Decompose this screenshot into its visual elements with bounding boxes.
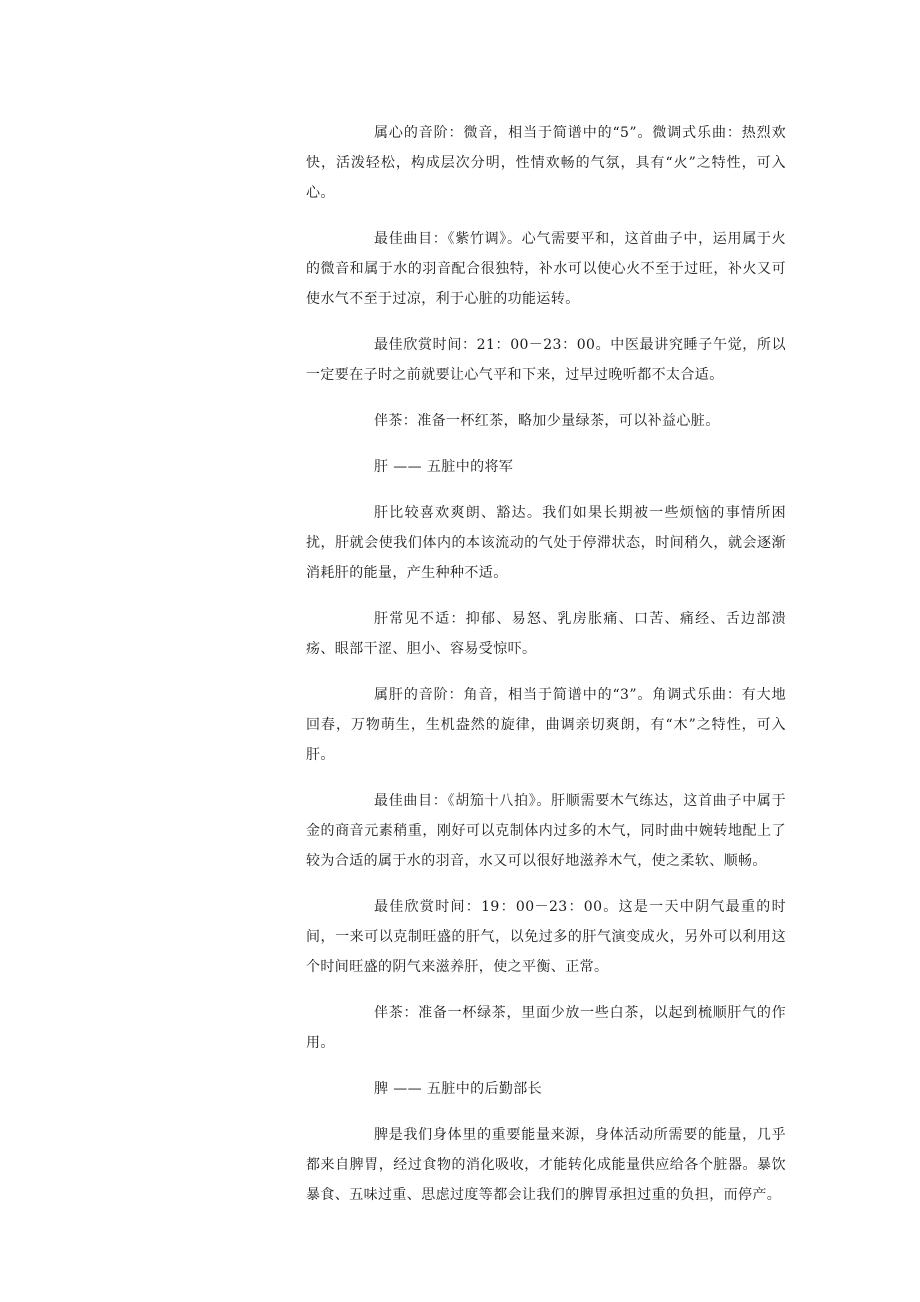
paragraph-spleen-intro: 脾是我们身体里的重要能量来源，身体活动所需要的能量，几乎都来自脾胃，经过食物的消化吸收，才能转化成能量供应给各个脏器。暴饮暴食、五味过重、思虑过度等都会让我们的脾胃承担过重的负担，而停产。 xyxy=(306,1127,786,1203)
section-heading-spleen: 脾 —— 五脏中的后勤部长 xyxy=(374,1081,543,1097)
paragraph-liver-best-time: 最佳欣赏时间：19：00－23：00。这是一天中阴气最重的时间，一来可以克制旺盛的肝气，以免过多的肝气演变成火，另外可以利用这个时间旺盛的阴气来滋养肝，使之平衡、正常。 xyxy=(306,899,786,975)
paragraph-liver-scale: 属肝的音阶：角音，相当于简谱中的“3”。角调式乐曲：有大地回春，万物萌生，生机盎然的旋律，曲调亲切爽朗，有“木”之特性，可入肝。 xyxy=(306,687,786,763)
paragraph-heart-tea: 伴茶：准备一杯红茶，略加少量绿茶，可以补益心脏。 xyxy=(374,413,720,429)
paragraph-liver-discomfort: 肝常见不适：抑郁、易怒、乳房胀痛、口苦、痛经、舌边部溃疡、眼部干涩、胆小、容易受惊吓。 xyxy=(306,611,786,657)
paragraph-liver-tea: 伴茶：准备一杯绿茶，里面少放一些白茶，以起到梳顺肝气的作用。 xyxy=(306,1005,786,1051)
paragraph-heart-best-piece: 最佳曲目：《紫竹调》。心气需要平和，这首曲子中，运用属于火的微音和属于水的羽音配合很独特，补水可以使心火不至于过旺，补火又可使水气不至于过凉，利于心脏的功能运转。 xyxy=(306,231,786,307)
section-heading-liver: 肝 —— 五脏中的将军 xyxy=(374,459,514,475)
paragraph-liver-best-piece: 最佳曲目：《胡笳十八拍》。肝顺需要木气练达，这首曲子中属于金的商音元素稍重，刚好可以克制体内过多的木气，同时曲中婉转地配上了较为合适的属于水的羽音，水又可以很好地滋养木气，使之柔软、顺畅。 xyxy=(306,793,786,869)
paragraph-heart-best-time: 最佳欣赏时间：21：00－23：00。中医最讲究睡子午觉，所以一定要在子时之前就要让心气平和下来，过早过晚听都不太合适。 xyxy=(306,337,786,383)
paragraph-heart-scale: 属心的音阶：微音，相当于简谱中的“5”。微调式乐曲：热烈欢快，活泼轻松，构成层次分明，性情欢畅的气氛，具有“火”之特性，可入心。 xyxy=(306,125,786,201)
document-body xyxy=(306,118,786,1210)
paragraph-liver-intro: 肝比较喜欢爽朗、豁达。我们如果长期被一些烦恼的事情所困扰，肝就会使我们体内的本该流动的气处于停滞状态，时间稍久，就会逐渐消耗肝的能量，产生种种不适。 xyxy=(306,505,786,581)
